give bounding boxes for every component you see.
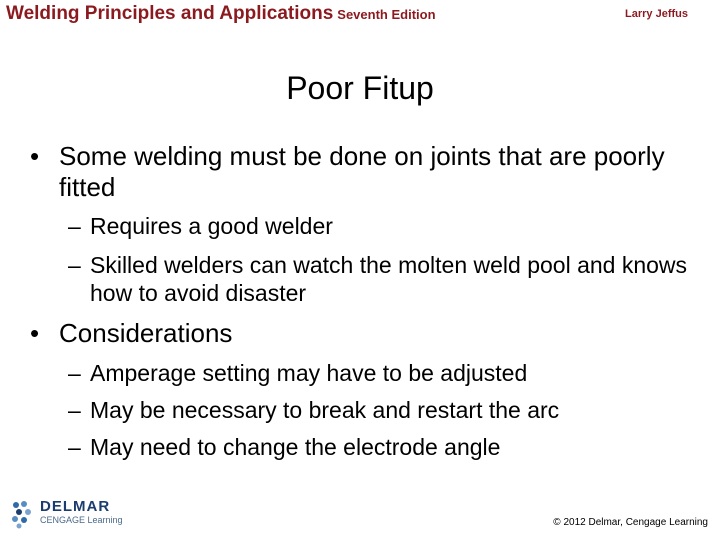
logo-mark-icon bbox=[10, 500, 36, 530]
delmar-logo bbox=[10, 498, 140, 532]
sub-bullet-text: May be necessary to break and restart the arc bbox=[90, 397, 560, 423]
bullet-item bbox=[30, 141, 690, 203]
copyright-notice: © 2012 Delmar, Cengage Learning bbox=[553, 517, 708, 528]
edition-label: Seventh Edition bbox=[337, 7, 436, 22]
sub-bullet-marker: – bbox=[68, 252, 81, 278]
sub-bullet-text: Amperage setting may have to be adjusted bbox=[90, 360, 528, 386]
book-title: Welding Principles and Applications bbox=[6, 3, 334, 24]
sub-bullet-item bbox=[68, 396, 698, 424]
bullet-text: Some welding must be done on joints that are poorly fitted bbox=[59, 141, 665, 202]
logo-name: DELMAR bbox=[40, 498, 111, 515]
sub-bullet-marker: – bbox=[68, 213, 81, 239]
sub-bullet-item bbox=[68, 251, 698, 307]
bullet-item bbox=[30, 318, 690, 349]
bullet-marker: • bbox=[30, 141, 40, 171]
sub-bullet-marker: – bbox=[68, 434, 81, 460]
bullet-text: Considerations bbox=[59, 318, 233, 348]
sub-bullet-item bbox=[68, 433, 698, 461]
sub-bullet-marker: – bbox=[68, 397, 81, 423]
slide-title: Poor Fitup bbox=[286, 70, 434, 106]
sub-bullet-text: Skilled welders can watch the molten weld pool and knows how to avoid disaster bbox=[90, 252, 688, 306]
sub-bullet-text: Requires a good welder bbox=[90, 213, 333, 239]
slide-header bbox=[0, 0, 720, 32]
author-name: Larry Jeffus bbox=[625, 8, 688, 20]
book-title-line bbox=[6, 3, 436, 25]
sub-bullet-item bbox=[68, 212, 698, 240]
sub-bullet-item bbox=[68, 359, 698, 387]
logo-subtitle: CENGAGE Learning bbox=[40, 515, 123, 525]
sub-bullet-marker: – bbox=[68, 360, 81, 386]
bullet-marker: • bbox=[30, 318, 40, 348]
sub-bullet-text: May need to change the electrode angle bbox=[90, 434, 501, 460]
